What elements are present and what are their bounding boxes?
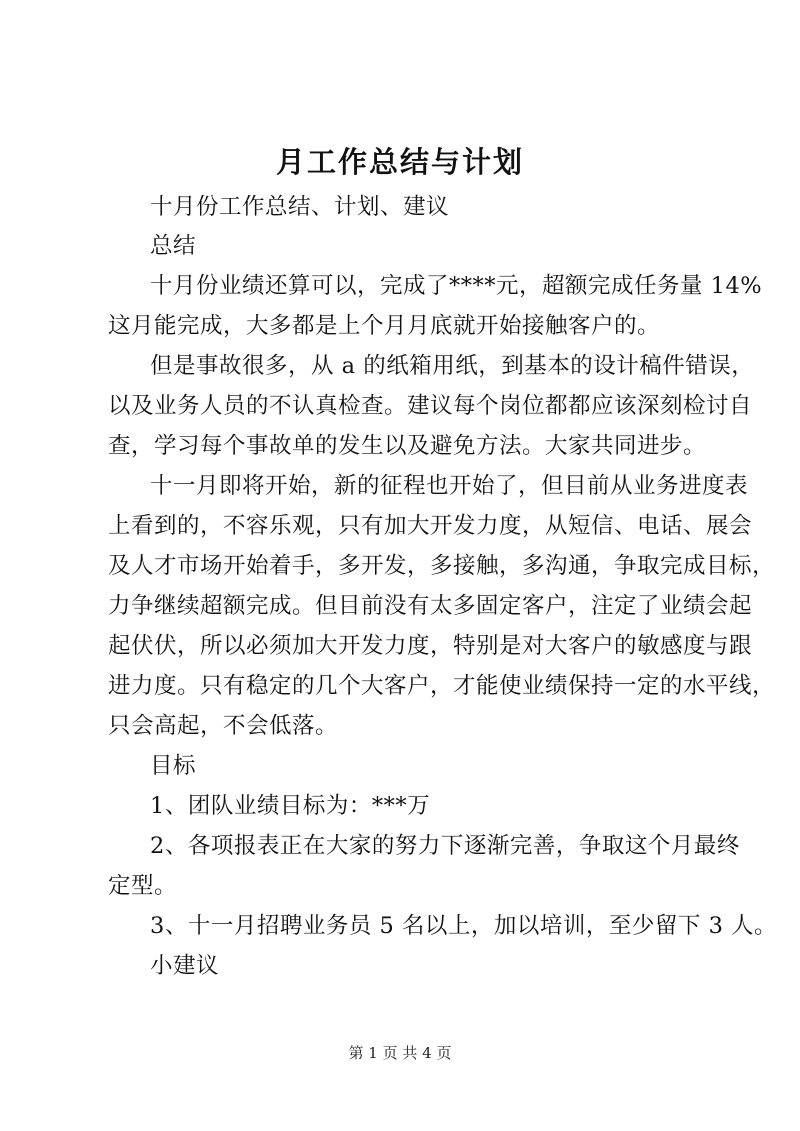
list-item: 1、团队业绩目标为：***万: [150, 793, 431, 819]
paragraph-line: 这月能完成，大多都是上个月月底就开始接触客户的。: [108, 313, 661, 339]
list-item: 3、十一月招聘业务员 5 名以上，加以培训，至少留下 3 人。: [150, 913, 778, 939]
paragraph-line: 力争继续超额完成。但目前没有太多固定客户，注定了业绩会起: [108, 593, 753, 619]
list-item: 2、各项报表正在大家的努力下逐渐完善，争取这个月最终: [150, 833, 740, 859]
paragraph-line: 十一月即将开始，新的征程也开始了，但目前从业务进度表: [150, 473, 749, 499]
paragraph-line: 定型。: [108, 873, 178, 899]
paragraph-line: 十月份工作总结、计划、建议: [150, 194, 450, 220]
paragraph-line: 只会高起，不会低落。: [108, 713, 339, 739]
section-heading: 小建议: [150, 953, 220, 979]
paragraph-line: 但是事故很多，从 a 的纸箱用纸，到基本的设计稿件错误，: [150, 353, 755, 379]
paragraph-line: 起伏伏，所以必须加大开发力度，特别是对大客户的敏感度与跟: [108, 633, 753, 659]
paragraph-line: 十月份业绩还算可以，完成了****元，超额完成任务量 14%: [150, 273, 763, 299]
paragraph-line: 以及业务人员的不认真检查。建议每个岗位都都应该深刻检讨自: [108, 393, 753, 419]
document-title: 月工作总结与计划: [275, 145, 524, 179]
section-heading: 目标: [150, 753, 197, 779]
paragraph-line: 总结: [150, 233, 197, 259]
paragraph-line: 及人才市场开始着手，多开发，多接触，多沟通，争取完成目标，: [108, 553, 776, 579]
paragraph-line: 进力度。只有稳定的几个大客户，才能使业绩保持一定的水平线，: [108, 673, 776, 699]
paragraph-line: 上看到的，不容乐观，只有加大开发力度，从短信、电话、展会: [108, 513, 753, 539]
paragraph-line: 查，学习每个事故单的发生以及避免方法。大家共同进步。: [108, 433, 707, 459]
page-footer: 第 1 页 共 4 页: [348, 1044, 452, 1062]
